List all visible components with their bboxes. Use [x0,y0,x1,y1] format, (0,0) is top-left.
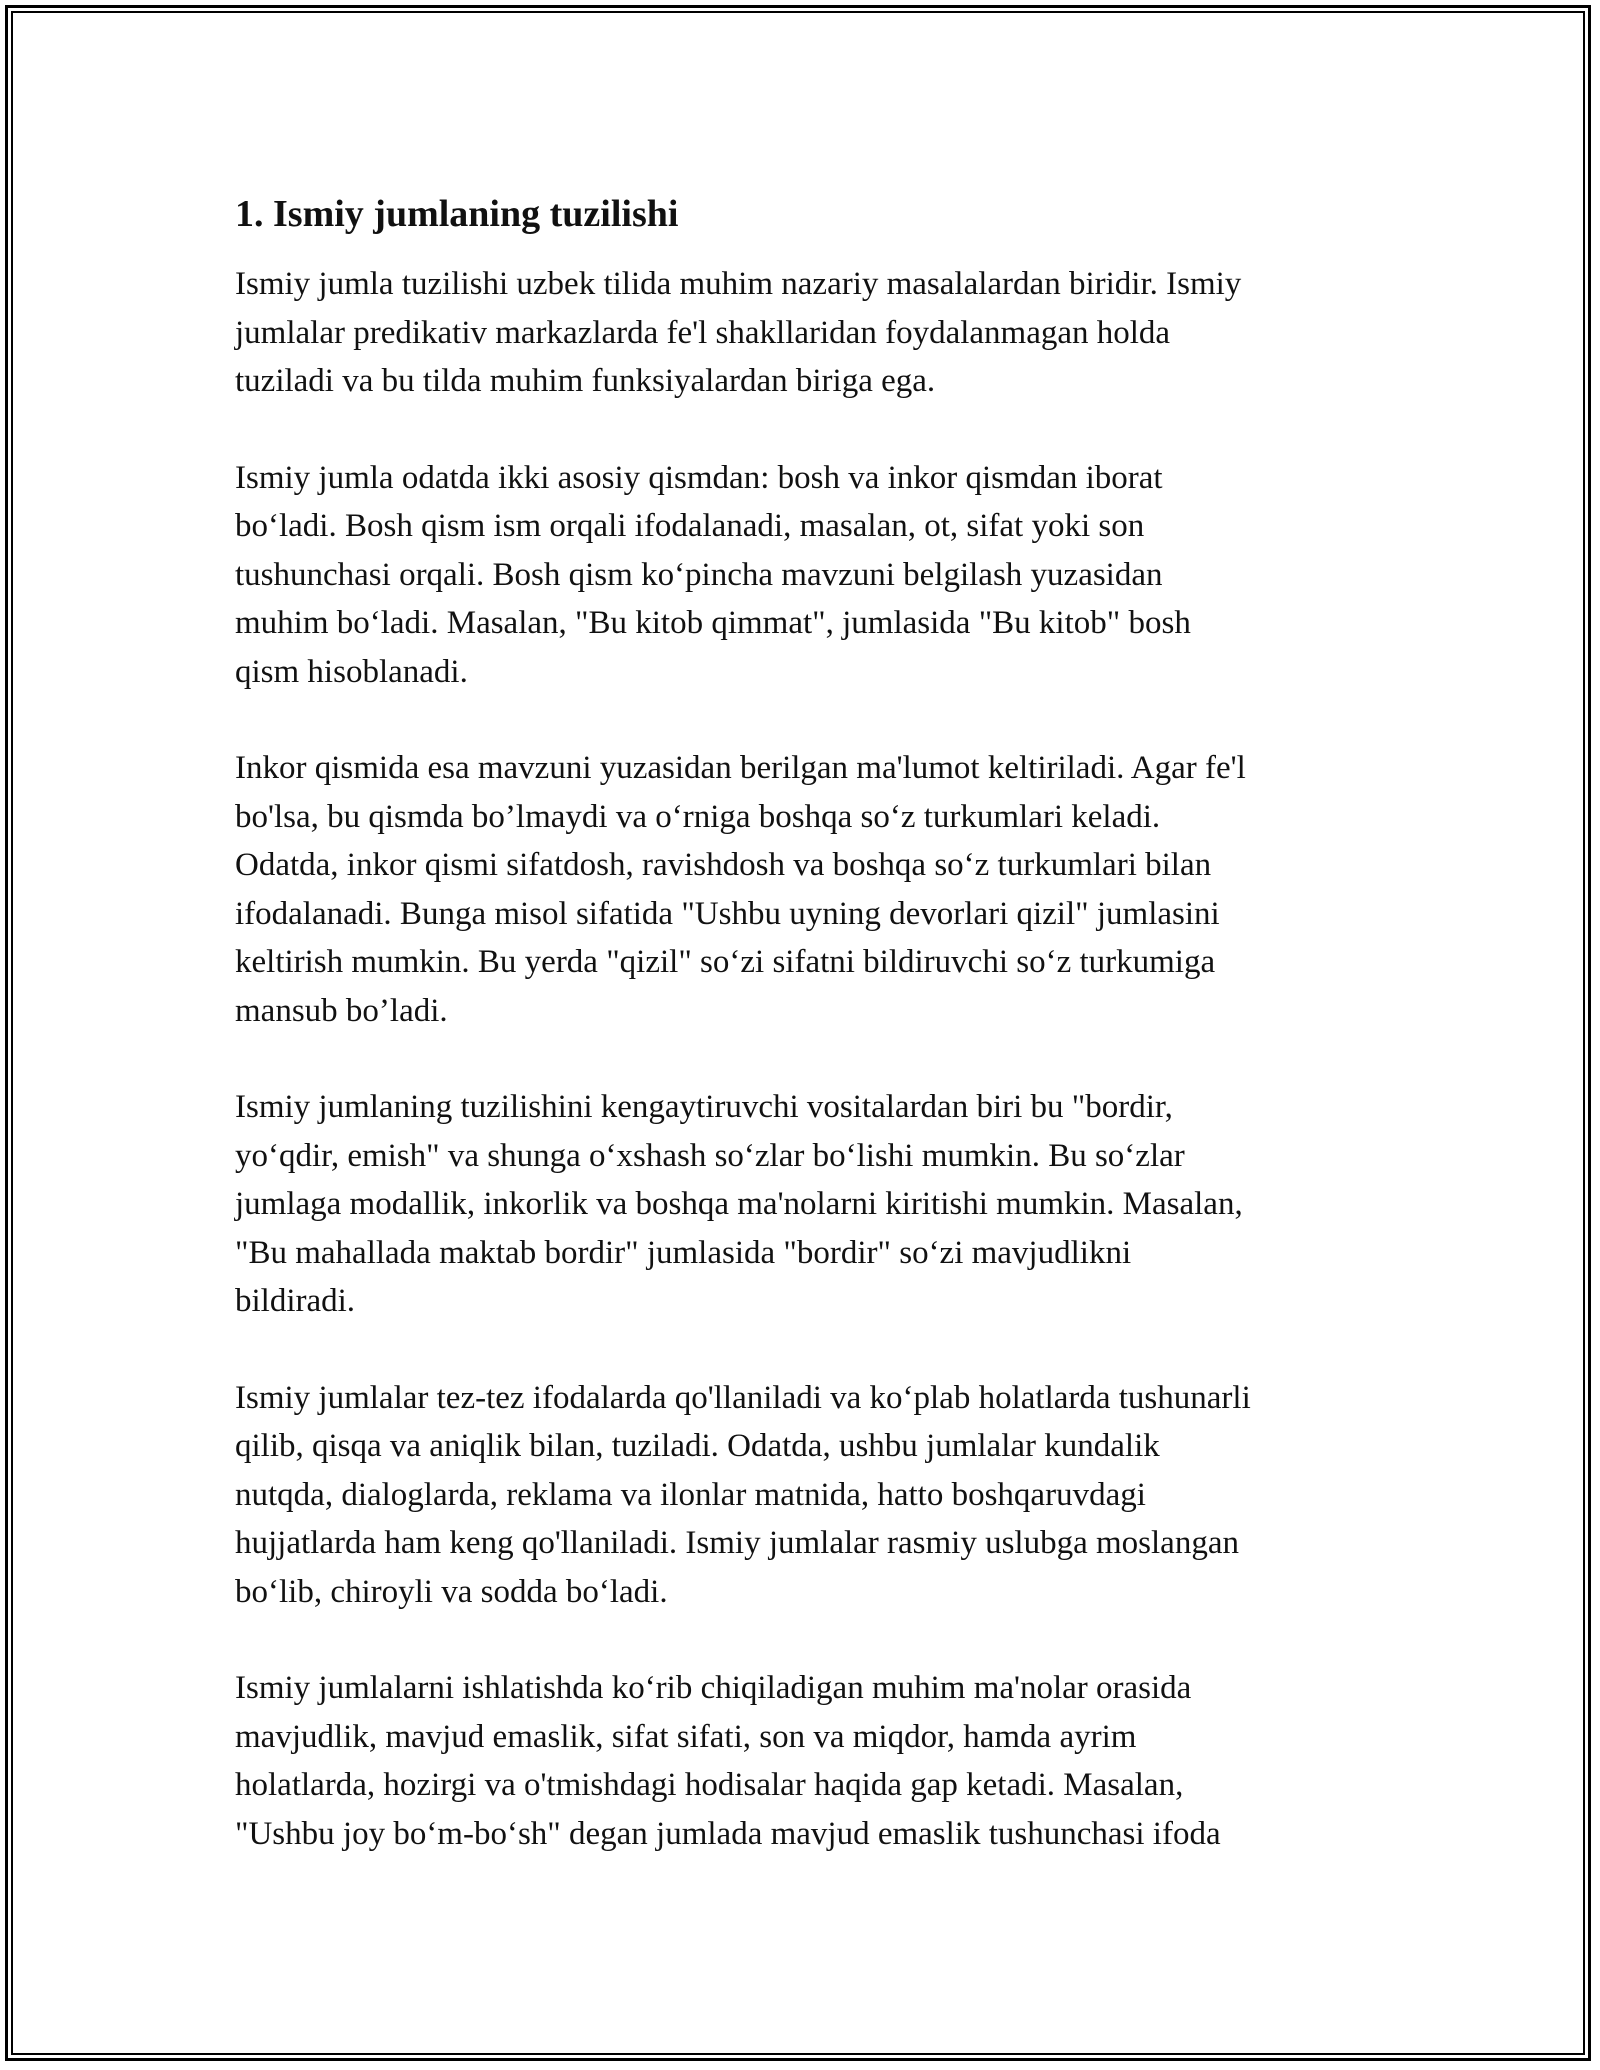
paragraph-line: Ismiy jumla odatda ikki asosiy qismdan: bosh va inkor qismdan iborat [235,459,1163,496]
document-body [235,190,1375,1906]
paragraph-line: bo‘ladi. Bosh qism ism orqali ifodalanadi, masalan, ot, sifat yoki son [235,508,1145,544]
paragraph-line: nutqda, dialoglarda, reklama va ilonlar matnida, hatto boshqaruvdagi [235,1476,1146,1513]
paragraph-line: "Ushbu joy bo‘m-bo‘sh" degan jumlada mavjud emaslik tushunchasi ifoda [235,1815,1221,1852]
paragraph-line: Ismiy jumlaning tuzilishini kengaytiruvchi vositalardan biri bu "bordir, [235,1089,1173,1125]
paragraph [235,1374,1375,1617]
paragraph-list [235,260,1375,1858]
paragraph-line: bo'lsa, bu qismda bo’lmaydi va o‘rniga boshqa so‘z turkumlari keladi. [235,798,1161,835]
paragraph-line: mavjudlik, mavjud emaslik, sifat sifati, son va miqdor, hamda ayrim [235,1718,1137,1755]
paragraph-line: bo‘lib, chiroyli va sodda bo‘ladi. [235,1573,668,1610]
paragraph [235,454,1375,697]
paragraph-line: "Bu mahallada maktab bordir" jumlasida "bordir" so‘zi mavjudlikni [235,1234,1132,1271]
paragraph-line: hujjatlarda ham keng qo'llaniladi. Ismiy jumlalar rasmiy uslubga moslangan [235,1525,1239,1561]
paragraph-line: Ismiy jumla tuzilishi uzbek tilida muhim nazariy masalalardan biridir. Ismiy [235,266,1242,302]
paragraph-line: ifodalanadi. Bunga misol sifatida "Ushbu uyning devorlari qizil" jumlasini [235,895,1220,932]
paragraph-line: tuziladi va bu tilda muhim funksiyalardan biriga ega. [235,363,936,399]
paragraph-line: qism hisoblanadi. [235,653,468,690]
paragraph-line: bildiradi. [235,1283,356,1319]
paragraph-line: yo‘qdir, emish" va shunga o‘xshash so‘zlar bo‘lishi mumkin. Bu so‘zlar [235,1137,1185,1174]
paragraph-line: jumlalar predikativ markazlarda fe'l shakllaridan foydalanmagan holda [235,314,1171,351]
paragraph-line: tushunchasi orqali. Bosh qism ko‘pincha mavzuni belgilash yuzasidan [235,556,1163,593]
paragraph-line: jumlaga modallik, inkorlik va boshqa ma'nolarni kiritishi mumkin. Masalan, [235,1186,1243,1222]
paragraph [235,744,1375,1035]
paragraph-line: keltirish mumkin. Bu yerda "qizil" so‘zi sifatni bildiruvchi so‘z turkumiga [235,944,1216,980]
paragraph-line: holatlarda, hozirgi va o'tmishdagi hodisalar haqida gap ketadi. Masalan, [235,1767,1184,1803]
paragraph [235,260,1375,406]
paragraph-line: Inkor qismida esa mavzuni yuzasidan berilgan ma'lumot keltiriladi. Agar fe'l [235,750,1246,786]
paragraph [235,1664,1375,1858]
section-heading: 1. Ismiy jumlaning tuzilishi [235,193,679,235]
paragraph-line: muhim bo‘ladi. Masalan, "Bu kitob qimmat", jumlasida "Bu kitob" bosh [235,605,1191,641]
paragraph-line: Ismiy jumlalarni ishlatishda ko‘rib chiqiladigan muhim ma'nolar orasida [235,1670,1192,1706]
paragraph [235,1083,1375,1326]
paragraph-line: Odatda, inkor qismi sifatdosh, ravishdosh va boshqa so‘z turkumlari bilan [235,847,1212,883]
paragraph-line: qilib, qisqa va aniqlik bilan, tuziladi. Odatda, ushbu jumlalar kundalik [235,1428,1160,1464]
paragraph-line: mansub bo’ladi. [235,992,448,1029]
paragraph-line: Ismiy jumlalar tez-tez ifodalarda qo'llaniladi va ko‘plab holatlarda tushunarli [235,1379,1251,1416]
